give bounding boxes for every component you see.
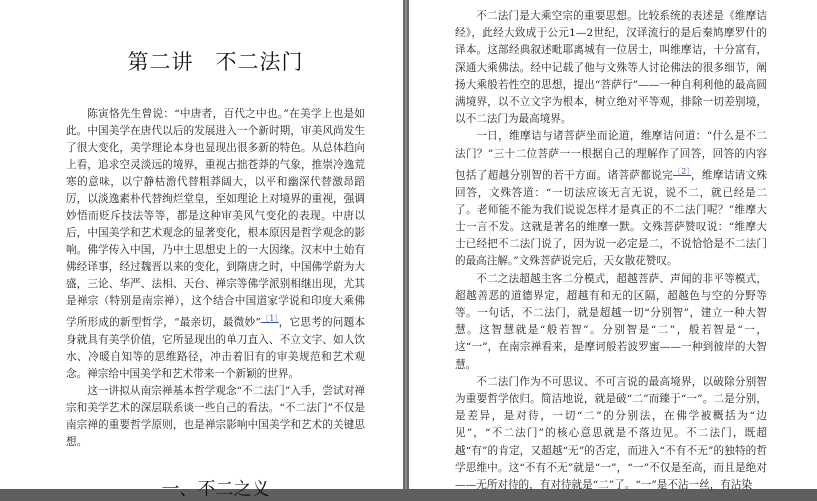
page-right: [409, 0, 817, 492]
chapter-title: 第二讲 不二法门: [127, 50, 304, 74]
right-paragraph-4: 不二法门作为不可思议、不可言说的最高境界，以破除分别智为重要哲学依归。简洁地说，就是破“二”而臻于“一”。二是分别，是差异，是对待，一切“二”的分别法，在佛学被概括为“边见”，“不二法门”的核心意思就是不落边见。不二法门，既超越“有”的肯定，又超越“无”的否定，而进入“不有不无”的独特的哲学思维中。这“不有不无”就是“一”，“一”不仅是至高，而且是绝对——无所对待的，有对待就是“二”了。“一”是不沾一丝，有沾染: [455, 375, 767, 492]
right-paragraph-2: [455, 128, 767, 270]
right-paragraph-3: 不二之法超越主客二分模式，超越菩萨、声闻的非平等模式，超越善恶的道德界定，超越有和无的区隔，超越色与空的分野等等。一句话，不二法门，就是超越一切“分别智”，建立一种大智慧。这智慧就是“般若智”。分别智是“二”，般若智是“一，这“一”，在南宗禅看来，是摩诃般若波罗蜜——一种到彼岸的大智慧。: [455, 272, 767, 371]
page-left: [0, 0, 403, 500]
left-paragraph-1-text-b: ，它思考的问题本身就具有美学价值，它所显现出的单刀直入、不立文字、如人饮水、冷暖自知等的思维路径，冲击着旧有的审美规范和艺术观念。禅宗给中国美学和艺术带来一个新颖的世界。: [66, 316, 366, 380]
right-paragraph-1: 不二法门是大乘空宗的重要思想。比较系统的表述是《维摩诘经》，此经大致成于公元1—2世纪，汉译流行的是后秦鸠摩罗什的译本。这部经典叙述毗耶离城有一位居士，叫维摩诘，十分富有，深通大乘佛法。经中记载了他与文殊等人讨论佛法的很多细节，阐扬大乘般若性空的思想，提出“菩萨行”——一种自利利他的最高圆满境界，以不立文字为根本，树立绝对平等观，排除一切差别境，以不二法门为最高境界。: [455, 10, 767, 126]
left-paragraph-1-text-a: 陈寅恪先生曾说：“中唐者，百代之中也。”在美学上也是如此。中国美学在唐代以后的发展进入一个新时期，审美风尚发生了很大变化，美学理论本身也显现出很多新的特色。从总体趋向上看，追求空灵淡远的境界，重视古拙苍莽的气象，推崇冷逸荒寒的意味，以宁静枯澹代替粗莽阔大，以平和幽深代替激昂蹈厉，以淡逸素朴代替绚烂堂皇，至如理论上对境界的重视，强调妙悟而贬斥技法等等，都是这种审美风气变化的表现。中唐以后，中国美学和艺术观念的显著变化，根本原因是哲学观念的影响。佛学传入中国，乃中土思想史上的一大因缘。汉末中土始有佛经译事，经过魏晋以来的变化，到隋唐之时，中国佛学蔚为大盛，三论、华严、法相、天台、禅宗等佛学派别相继出现，尤其是禅宗（特别是南宗禅），这个结合中国道家学说和印度大乘佛学所形成的新型哲学，“最亲切，最微妙”: [66, 108, 365, 329]
left-paragraph-2: 这一讲拟从南宗禅基本哲学观念“不二法门”入手，尝试对禅宗和美学艺术的深层联系谈一些自己的看法。“不二法门”不仅是南宗禅的重要哲学原则，也是禅宗影响中国美学和艺术的关键思想。: [66, 384, 365, 448]
right-paragraph-2-text-b: ，维摩诘请文殊回答，文殊答道：“一切法应该无言无说，说不二，就已经是二了。老师能不能为我们说说怎样才是真正的不二法门呢？”维摩大士一言不发。这就是著名的维摩一默。文殊菩萨赞叹说：“维摩大士已经把不二法门说了，因为说一必定是二，不说恰恰是不二法门的最高注解。”文殊菩萨说完后，天女散花赞叹。: [455, 169, 768, 268]
footnote-link-2[interactable]: 〔2〕: [673, 166, 692, 176]
right-paragraph-2-text-a: 一日，维摩诘与诸菩萨坐而论道，维摩诘问道：“什么是不二法门？”三十二位菩萨一一根据自己的理解作了回答，回答的内容包括了超越分别智的若干方面。诸菩萨都说完: [455, 130, 767, 182]
section-title: 一、不二之义: [161, 478, 270, 500]
left-paragraph-1: [66, 106, 365, 383]
footnote-link-1[interactable]: 〔1〕: [260, 314, 279, 323]
